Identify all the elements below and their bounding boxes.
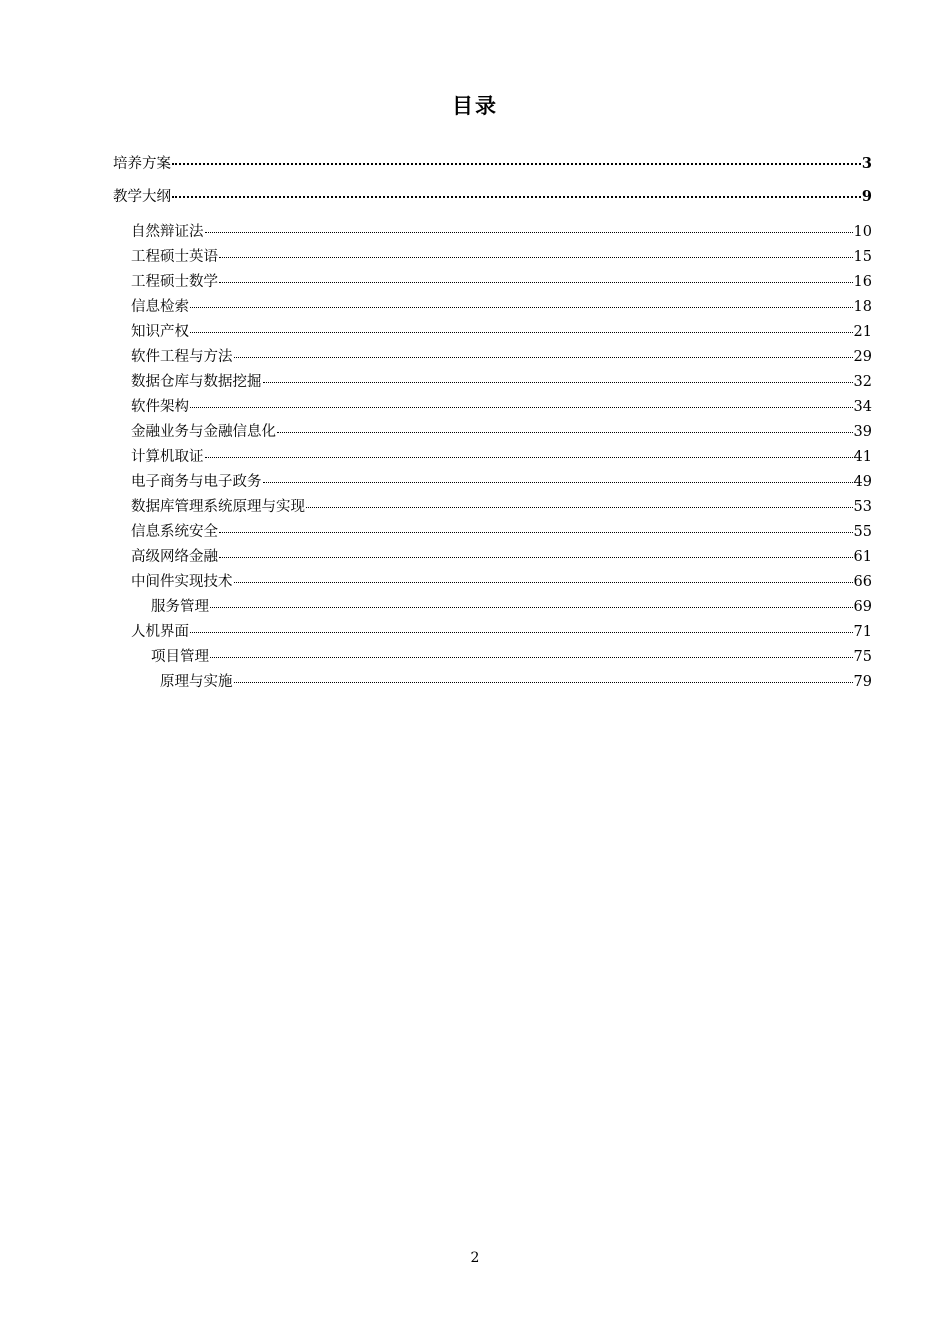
toc-entry-label: 原理与实施 [160,674,233,690]
toc-leader-dots [190,332,853,333]
toc-entry[interactable] [131,497,872,517]
toc-leader-dots [210,607,853,608]
toc-entry-page: 21 [853,324,872,340]
toc-entry-page: 49 [853,474,872,490]
toc-entry[interactable] [131,272,872,292]
toc-entry-label: 软件架构 [131,399,189,415]
toc-leader-dots [205,457,853,458]
page-number: 2 [470,1250,480,1266]
toc-entry[interactable] [131,447,872,467]
toc-leader-dots [234,682,853,683]
toc-entry[interactable] [151,647,872,667]
toc-entry[interactable] [131,622,872,642]
toc-entry[interactable] [131,247,872,267]
toc-leader-dots [172,163,861,165]
toc-entry-label: 金融业务与金融信息化 [131,424,276,440]
toc-entry[interactable] [131,572,872,592]
toc-entry[interactable] [131,322,872,342]
toc-leader-dots [190,407,853,408]
toc-entry-page: 61 [853,549,872,565]
toc-entry-page: 41 [853,449,872,465]
toc-leader-dots [219,282,853,283]
toc-leader-dots [210,657,853,658]
toc-entry-page: 55 [853,524,872,540]
toc-entry[interactable] [160,672,872,692]
toc-entry[interactable] [131,472,872,492]
toc-entry-label: 项目管理 [151,649,209,665]
toc-entry-label: 工程硕士英语 [131,249,218,265]
toc-entry[interactable] [131,372,872,392]
toc-entry-label: 信息检索 [131,299,189,315]
toc-entry[interactable] [113,154,872,174]
toc-leader-dots [205,232,853,233]
toc-entry-page: 34 [853,399,872,415]
toc-entry-label: 人机界面 [131,624,189,640]
toc-entry-page: 75 [853,649,872,665]
toc-entry-label: 培养方案 [113,156,171,172]
toc-leader-dots [306,507,853,508]
page-title: 目录 [452,93,498,118]
toc-leader-dots [219,257,853,258]
toc-entry[interactable] [131,222,872,242]
toc-entry-page: 3 [861,155,872,172]
toc-leader-dots [234,582,853,583]
toc-entry-label: 数据仓库与数据挖掘 [131,374,262,390]
toc-entry-page: 15 [853,249,872,265]
toc-entry-label: 中间件实现技术 [131,574,233,590]
toc-leader-dots [263,482,853,483]
toc-leader-dots [219,532,853,533]
toc-leader-dots [263,382,853,383]
toc-entry[interactable] [131,522,872,542]
toc-entry[interactable] [151,597,872,617]
toc-entry-page: 69 [853,599,872,615]
toc-entry-label: 数据库管理系统原理与实现 [131,499,305,515]
toc-entry-label: 信息系统安全 [131,524,218,540]
toc-entry-page: 71 [853,624,872,640]
toc-entry-label: 工程硕士数学 [131,274,218,290]
toc-leader-dots [190,307,853,308]
toc-entry-page: 10 [853,224,872,240]
toc-entry-page: 9 [861,188,872,205]
toc-entry-label: 教学大纲 [113,189,171,205]
toc-entry-label: 软件工程与方法 [131,349,233,365]
toc-entry-page: 53 [853,499,872,515]
toc-leader-dots [234,357,853,358]
toc-entry[interactable] [131,547,872,567]
toc-entry-page: 29 [853,349,872,365]
toc-entry-label: 电子商务与电子政务 [131,474,262,490]
toc-entry[interactable] [131,347,872,367]
toc-entry-page: 79 [853,674,872,690]
toc-leader-dots [172,196,861,198]
toc-entry-page: 32 [853,374,872,390]
toc-entry-label: 计算机取证 [131,449,204,465]
toc-entry-page: 18 [853,299,872,315]
toc-leader-dots [219,557,853,558]
toc-entry-label: 自然辩证法 [131,224,204,240]
toc-entry[interactable] [131,397,872,417]
toc-entry[interactable] [131,422,872,442]
toc-entry-label: 服务管理 [151,599,209,615]
toc-leader-dots [277,432,853,433]
toc-entry-page: 39 [853,424,872,440]
toc-entry-label: 高级网络金融 [131,549,218,565]
toc-entry[interactable] [113,187,872,207]
toc-entry-page: 66 [853,574,872,590]
toc-entry-label: 知识产权 [131,324,189,340]
toc-entry[interactable] [131,297,872,317]
toc-leader-dots [190,632,853,633]
toc-entry-page: 16 [853,274,872,290]
